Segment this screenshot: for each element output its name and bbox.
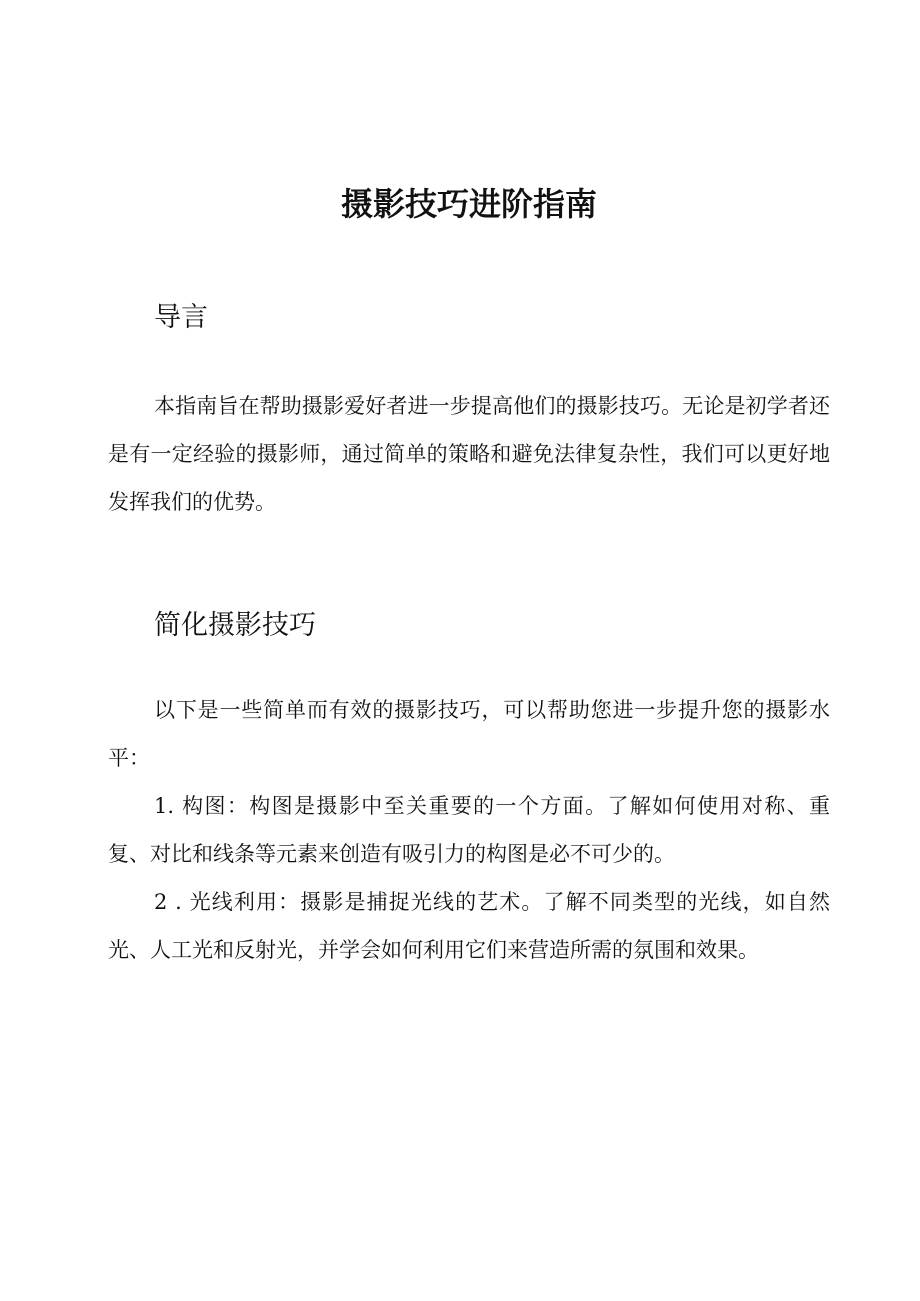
techniques-intro-paragraph: 以下是一些简单而有效的摄影技巧，可以帮助您进一步提升您的摄影水平： (108, 698, 830, 770)
section-introduction (108, 300, 830, 526)
section-heading-introduction: 导言 (154, 302, 208, 333)
document-title: 摄影技巧进阶指南 (340, 185, 597, 223)
intro-paragraph: 本指南旨在帮助摄影爱好者进一步提高他们的摄影技巧。无论是初学者还是有一定经验的摄影师，通过简单的策略和避免法律复杂性，我们可以更好地发挥我们的优势。 (108, 394, 830, 514)
technique-item-composition: 1. 构图：构图是摄影中至关重要的一个方面。了解如何使用对称、重复、对比和线条等元素来创造有吸引力的构图是必不可少的。 (108, 794, 830, 866)
section-simplified-techniques (108, 608, 830, 974)
section-heading-simplified-techniques: 简化摄影技巧 (154, 610, 316, 641)
technique-item-lighting: 2 . 光线利用：摄影是捕捉光线的艺术。了解不同类型的光线，如自然光、人工光和反射光，并学会如何利用它们来营造所需的氛围和效果。 (108, 890, 830, 962)
